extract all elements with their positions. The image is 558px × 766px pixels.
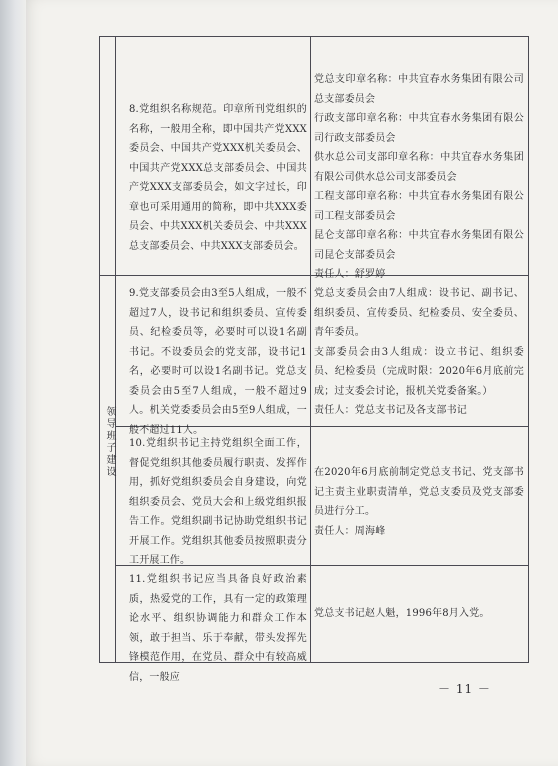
requirement-text: 11.党组织书记应当具备良好政治素质，热爱党的工作，具有一定的政策理论水平、组织协调能力和群众工作本领，敢于担当、乐于奉献，带头发挥先锋模范作用，在党员、群众中有较高威信，一般应 xyxy=(129,574,307,683)
action-text: 党总支印章名称：中共宜春水务集团有限公司总支部委员会 行政支部印章名称：中共宜春水务集团有限公司行政支部委员会 供水总公司支部印章名称：中共宜春水务集团有限公司供水总公司支部委员会 工程支部印章名称：中共宜春水务集团有限公司工程支部委员会 昆仑支部印章名称：中共宜春水务集团有限公司昆仑支部委员会 责任人：舒罗婷 xyxy=(314,74,524,280)
action-text: 党总支书记赵人魁，1996年8月入党。 xyxy=(314,608,490,619)
category-column xyxy=(100,37,116,662)
requirement-text: 10.党组织书记主持党组织全面工作，督促党组织其他委员履行职责、发挥作用，抓好党组织委员会自身建设，向党组织委员会、党员大会和上级党组织报告工作。党组织副书记协助党组织书记开展工作。党组织其他委员按照职责分工开展工作。 xyxy=(129,438,307,566)
requirement-text: 9.党支部委员会由3至5人组成，一般不超过7人，设书记和组织委员、宣传委员、纪检委员等，必要时可以设1名副书记。不设委员会的党支部，设书记1名，必要时可以设1名副书记。党总支委员会由5至7人组成，一般不超过9人。机关党委委员会由5至9人组成，一般不超过11人。 xyxy=(129,288,307,436)
page-number: － 11 － xyxy=(438,682,491,696)
page-binding xyxy=(0,0,26,766)
action-text: 在2020年6月底前制定党总支书记、党支部书记主责主业职责清单，党总支委员及党支部委员进行分工。 责任人：周海峰 xyxy=(314,467,524,537)
section-label: 领导班子建设 xyxy=(104,406,115,478)
requirement-text: 8.党组织名称规范。印章所刊党组织的名称，一般用全称，即中国共产党XXX委员会、中国共产党XXX机关委员会、中国共产党XXX总支部委员会、中国共产党XXX支部委员会，如文字过长，印章也可采用通用的简称，即中共XXX委员会、中共XXX机关委员会、中共XXX总支部委员会、中共XXX支部委员会。 xyxy=(129,104,307,252)
action-text: 党总支委员会由7人组成：设书记、副书记、组织委员、宣传委员、纪检委员、安全委员、青年委员。 支部委员会由3人组成：设立书记、组织委员、纪检委员（完成时限：2020年6月底前完成；过支委会讨论，报机关党委备案。） 责任人：党总支书记及各支部书记 xyxy=(314,288,524,416)
